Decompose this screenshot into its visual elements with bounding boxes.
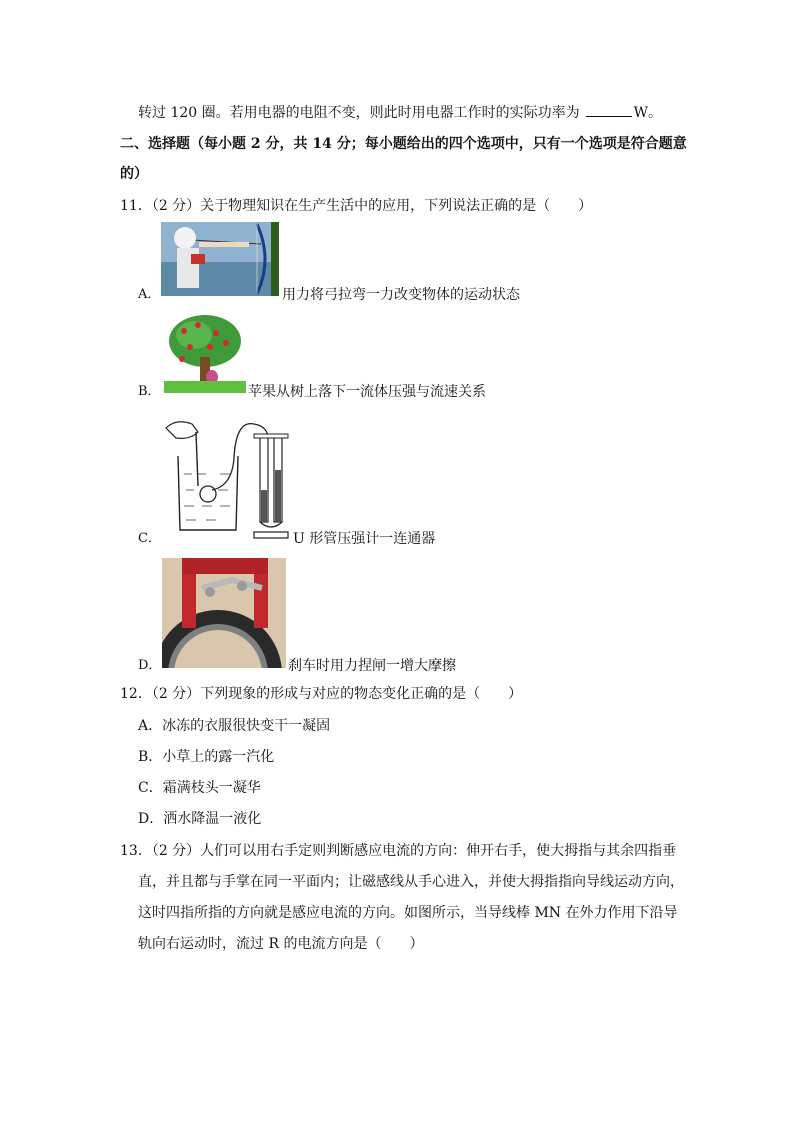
q11-stem: 11．（2 分）关于物理知识在生产生活中的应用，下列说法正确的是（ ） (120, 198, 593, 214)
q13-line-4: 轨向右运动时，流过 R 的电流方向是（ ） (138, 936, 424, 952)
q12-option-b (138, 747, 274, 767)
q11-option-d-label: D． (138, 658, 162, 673)
q12-option-c (138, 778, 261, 798)
q12-option-b-text: 小草上的露一汽化 (162, 749, 275, 765)
q12-option-a-label: A． (138, 718, 163, 734)
q13-line-1: 13．（2 分）人们可以用右手定则判断感应电流的方向：伸开右手，使大拇指与其余四指垂 (120, 843, 677, 859)
q10-tail-text: 转过 120 圈。若用电器的电阻不变，则此时用电器工作时的实际功率为 (138, 105, 580, 121)
q11-option-d-text: 刹车时用力捏闸一增大摩擦 (288, 658, 456, 674)
q12-option-c-label: C． (138, 780, 163, 796)
u-tube-manometer-image (162, 418, 292, 542)
bicycle-brake-image (162, 558, 286, 668)
q11-option-c-text: U 形管压强计一连通器 (293, 531, 436, 547)
q12-option-d-label: D． (138, 811, 164, 827)
q13-line-2: 直，并且都与手掌在同一平面内；让磁感线从手心进入，并使大拇指指向导线运动方向， (138, 874, 684, 890)
q12-option-b-label: B． (138, 749, 163, 765)
archer-image (161, 222, 279, 296)
section-heading-line2: 的） (120, 166, 148, 182)
q10-tail-line (138, 102, 662, 123)
q10-unit: W。 (633, 105, 663, 121)
apple-tree-image (164, 313, 246, 393)
q12-stem: 12．（2 分）下列现象的形成与对应的物态变化正确的是（ ） (120, 686, 523, 702)
answer-blank[interactable] (586, 102, 632, 117)
q12-option-c-text: 霜满枝头一凝华 (162, 780, 261, 796)
q11-option-b-text: 苹果从树上落下一流体压强与流速关系 (248, 384, 486, 400)
q11-option-a-text: 用力将弓拉弯一力改变物体的运动状态 (282, 287, 520, 303)
section-heading-line1: 二、选择题（每小题 2 分，共 14 分；每小题给出的四个选项中，只有一个选项是符合题意 (120, 136, 687, 152)
q12-option-d-text: 洒水降温一液化 (163, 811, 262, 827)
q11-option-a-label: A． (138, 287, 161, 302)
q11-option-c-label: C． (138, 531, 161, 546)
q12-option-d (138, 809, 261, 829)
q11-option-b-label: B． (138, 384, 161, 399)
q12-option-a (138, 716, 330, 736)
q13-line-3: 这时四指所指的方向就是感应电流的方向。如图所示，当导线棒 MN 在外力作用下沿导 (138, 905, 678, 921)
q12-option-a-text: 冰冻的衣服很快变干一凝固 (162, 718, 331, 734)
